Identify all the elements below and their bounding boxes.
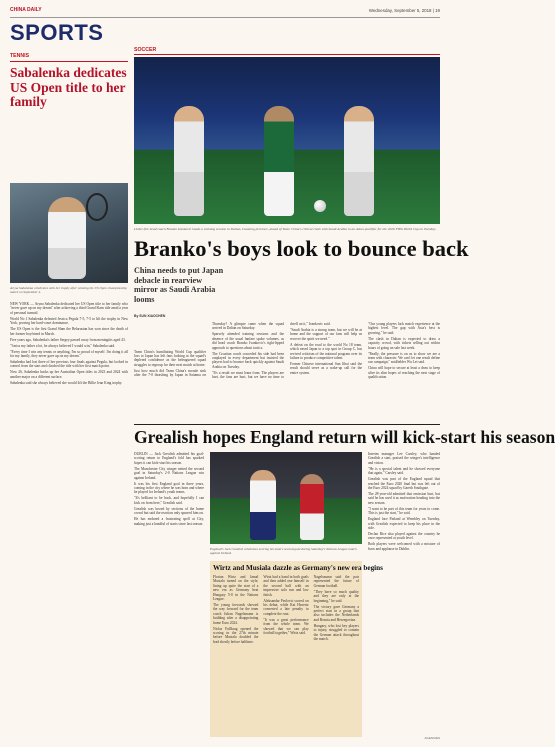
wirtz-paragraph: The young forwards showed the way forward for the team coach Julian Nagelsmann is building after a disappointing home Euro 2024. bbox=[213, 603, 259, 625]
soccer-paragraph: Team China's humiliating World Cup qualifier loss to Japan has left fans looking at the squad's depleted confidence as the beleaguered squad struggles to regroup for their next match at home. bbox=[134, 349, 206, 367]
wirtz-paragraph: Aleksandar Pavlovic scored on his debut, while Kai Havertz converted a late penalty to complete the rout. bbox=[263, 598, 309, 616]
soccer-standfirst: China needs to put Japan debacle in rearview mirror as Saudi Arabia looms bbox=[134, 266, 224, 304]
grealish-paragraph: It was his first England goal in three years, coming in the city where he was born and where he played for Ireland's youth teams. bbox=[134, 481, 204, 495]
soccer-byline: By SUN XIAOCHEN bbox=[134, 314, 166, 318]
page-number: 19 bbox=[435, 7, 440, 13]
tennis-paragraph: Five years ago, Sabalenka's father Sergey passed away from meningitis aged 43. bbox=[10, 337, 126, 342]
tennis-paragraph: World No 1 Sabalenka defeated Jessica Pegula 7-5, 7-5 to lift the trophy in New York, proving her hard-court dominance. bbox=[10, 316, 128, 326]
soccer-paragraph: Former Chinese international Sun Jihai said the result should serve as a wake-up call for the entire system. bbox=[290, 362, 362, 375]
player-figure bbox=[48, 197, 86, 279]
coach-figure bbox=[264, 106, 294, 216]
section-title: SPORTS bbox=[10, 20, 104, 45]
wirtz-paragraph: Niclas Fullkrug opened the scoring in the 27th minute before Musiala doubled the lead shortly before halftime. bbox=[213, 626, 259, 644]
tennis-paragraph: Sabalenka had lost three of her previous four finals against Pegula, but looked in control from the start and clinched the title with her first match point. bbox=[10, 360, 128, 369]
grealish-paragraph: Declan Rice also played against the country he once represented at youth level. bbox=[368, 532, 440, 541]
source-credit: AGENCIES bbox=[424, 736, 440, 740]
grealish-photo-caption: England's Jack Grealish celebrates scoring his team's second goal during Saturday's Nations League match against Ireland. bbox=[210, 547, 357, 556]
tennis-paragraph: NEW YORK — Aryna Sabalenka dedicated her US Open title to her family who "never gave up on my dream" after achieving a third Grand Slam title amid a year of personal turmoil. bbox=[10, 302, 128, 315]
wirtz-paragraph: Nagelsmann said the pair represented the future of German football. bbox=[313, 575, 359, 588]
wirtz-sidebar-box bbox=[210, 561, 383, 737]
wirtz-paragraph: The victory gave Germany a perfect start in a group that also includes the Netherlands and Bosnia and Herzegovina. bbox=[313, 604, 359, 622]
grealish-paragraph: The 28-year-old admitted that omission hurt, but said he has used it as motivation heading into the new season. bbox=[368, 492, 440, 505]
grealish-paragraph: "He is a special talent and he showed everyone that again," Carsley said. bbox=[368, 466, 440, 476]
soccer-paragraph: "Really, the pressure is on us to show we are a team with character. We can't let one result define our campaign," midfielder Wu Lei said. bbox=[368, 351, 440, 365]
grealish-headline[interactable]: Grealish hopes England return will kick-start his season bbox=[134, 427, 555, 447]
section-divider bbox=[134, 424, 440, 425]
grealish-paragraph: "I want to be part of this team for years to come. This is just the start," he said. bbox=[368, 506, 440, 516]
player-figure bbox=[344, 106, 374, 216]
player-figure bbox=[300, 474, 324, 540]
grealish-paragraph: DUBLIN — Jack Grealish admitted his goal-scoring return to England's fold has sparked hopes it can kick-start his season. bbox=[134, 452, 204, 465]
soccer-paragraph: Sparsely attended training sessions and the absence of the usual fanfare spoke volumes, as did head coach Branko Ivankovic's tight-lipped approach to questions about tactics. bbox=[212, 332, 284, 350]
grealish-paragraph: Both players were welcomed with a mixture of boos and applause in Dublin. bbox=[368, 542, 440, 551]
soccer-paragraph: "Saudi Arabia is a strong team, but we will be at home and the support of our fans will help us recover the spirit we need." bbox=[290, 328, 362, 341]
ball-icon bbox=[314, 200, 326, 212]
issue-date: Wednesday, September 5, 2018 bbox=[368, 7, 432, 13]
tennis-kicker: TENNIS bbox=[10, 53, 30, 59]
tennis-headline[interactable]: Sabalenka dedicates US Open title to her family bbox=[10, 65, 127, 109]
soccer-headline[interactable]: Branko's boys look to bounce back bbox=[134, 236, 469, 261]
soccer-rule bbox=[134, 54, 440, 55]
tennis-paragraph: "I miss my father a lot, he always believed I would win," Sabalenka said. bbox=[10, 343, 116, 348]
tennis-article-body bbox=[10, 302, 128, 387]
standfirst-spacer bbox=[134, 322, 206, 348]
soccer-paragraph: Just how much did Team China's morale sink after the 7-0 thrashing by Japan in Saitama on Thursday? A glimpse came when the squad arrived in Dalian on Saturday. bbox=[134, 322, 284, 378]
tennis-photo-caption: Aryna Sabalenka celebrates with her trophy after winning the US Open championship match on September 4. bbox=[10, 286, 127, 295]
soccer-paragraph: A defeat on the road to the world No 18 team, which eased Japan to a top spot in Group C, has revived criticism of the national program over its failure to produce competitive talent. bbox=[290, 342, 362, 361]
soccer-article-body bbox=[134, 322, 440, 420]
dateline bbox=[369, 8, 440, 13]
racket-icon bbox=[86, 193, 108, 221]
grealish-paragraph: He has endured a frustrating spell at City, making just a handful of starts since last season. bbox=[134, 517, 204, 526]
tennis-paragraph: "Every time I win any tennis or anything, I'm so proud of myself. I'm doing it all for my family, they never gave up on my dream." bbox=[10, 349, 128, 359]
wirtz-paragraph: "It was a great performance from the whole team. We showed that we can play football together," Wirtz said. bbox=[263, 617, 309, 636]
soccer-paragraph: The clash in Dalian is expected to draw a capacity crowd, with tickets selling out within hours of going on sale last week. bbox=[368, 336, 440, 350]
grealish-body-right bbox=[368, 452, 440, 553]
grealish-paragraph: Interim manager Lee Carsley, who handed Grealish a start, praised the winger's intelligence and vision. bbox=[368, 452, 440, 465]
grealish-body-left bbox=[134, 452, 204, 528]
masthead bbox=[10, 6, 440, 18]
soccer-photo-caption: Under-fire head coach Branko Ivankovic heads a training session in Dalian, Liaoning province, ahead of Team China's critical clash with Saudi Arabia in an Asian qualifier for the 2026 FIFA World Cup on Tuesday. bbox=[134, 227, 437, 231]
wirtz-headline[interactable]: Wirtz and Musiala dazzle as Germany's new era begins bbox=[213, 564, 383, 572]
wirtz-paragraph: Hungary, who lost key players to injury, struggled to contain the German attack throughout the match. bbox=[313, 623, 359, 642]
grealish-paragraph: Grealish was booed by sections of the home crowd but said the reaction only spurred him on. bbox=[134, 506, 204, 516]
wirtz-paragraph: Florian Wirtz and Jamal Musiala turned on the style, lining up quite the start of a new era as Germany beat Hungary 5-0 in the Nations League. bbox=[213, 575, 259, 602]
tennis-photo bbox=[10, 183, 128, 283]
tennis-paragraph: Now 26, Sabalenka backs up her Australian Open titles in 2023 and 2024 with another major on a different surface. bbox=[10, 370, 128, 379]
soccer-paragraph: "It's a result we must learn from. The players are hurt, the fans are hurt, but we have no time to dwell on it," Ivankovic said. bbox=[212, 322, 331, 380]
soccer-paragraph: "Our young players lack match experience at the highest level. The gap with Asia's best is growing," he said. bbox=[368, 322, 440, 335]
grealish-paragraph: England face Finland at Wembley on Tuesday, with Grealish expected to keep his place in the side. bbox=[368, 517, 440, 531]
grealish-paragraph: The Manchester City winger netted the second goal in Saturday's 2-0 Nations League win against Ireland. bbox=[134, 466, 204, 480]
grealish-paragraph: "It's brilliant to be back, and hopefully I can kick on from here," Grealish said. bbox=[134, 496, 204, 505]
wirtz-paragraph: Wirtz had a hand in both goals and then added one himself in the second half with an impressive solo run and low finish. bbox=[263, 575, 309, 597]
tennis-paragraph: The US Open is the first Grand Slam the Belarusian has won since the death of her former boyfriend in March. bbox=[10, 327, 128, 336]
soccer-paragraph: China will hope to secure at least a draw to keep alive its slim hopes of reaching the next stage of qualification. bbox=[368, 366, 440, 380]
tennis-rule bbox=[10, 61, 128, 62]
player-figure bbox=[250, 470, 276, 540]
page-separator: | bbox=[432, 7, 436, 13]
soccer-photo bbox=[134, 57, 440, 224]
grealish-photo bbox=[210, 452, 362, 544]
brand-name: CHINA DAILY bbox=[10, 7, 42, 13]
soccer-kicker: SOCCER bbox=[134, 47, 157, 53]
wirtz-paragraph: "They have so much quality and they are only at the beginning," he said. bbox=[313, 589, 359, 603]
grealish-paragraph: Grealish was part of the England squad that reached the Euro 2020 final but was left out of the Euro 2024 squad by Gareth Southgate. bbox=[368, 477, 440, 491]
soccer-paragraph: The Croatian coach conceded his side had been outplayed in every department but insisted the players had to bounce back quickly against Saudi Arabia on Tuesday. bbox=[212, 351, 284, 369]
wirtz-article-body bbox=[213, 575, 359, 735]
tennis-paragraph: Sabalenka said she always believed she would lift the Billie Jean King trophy. bbox=[10, 380, 123, 385]
player-figure bbox=[174, 106, 204, 216]
